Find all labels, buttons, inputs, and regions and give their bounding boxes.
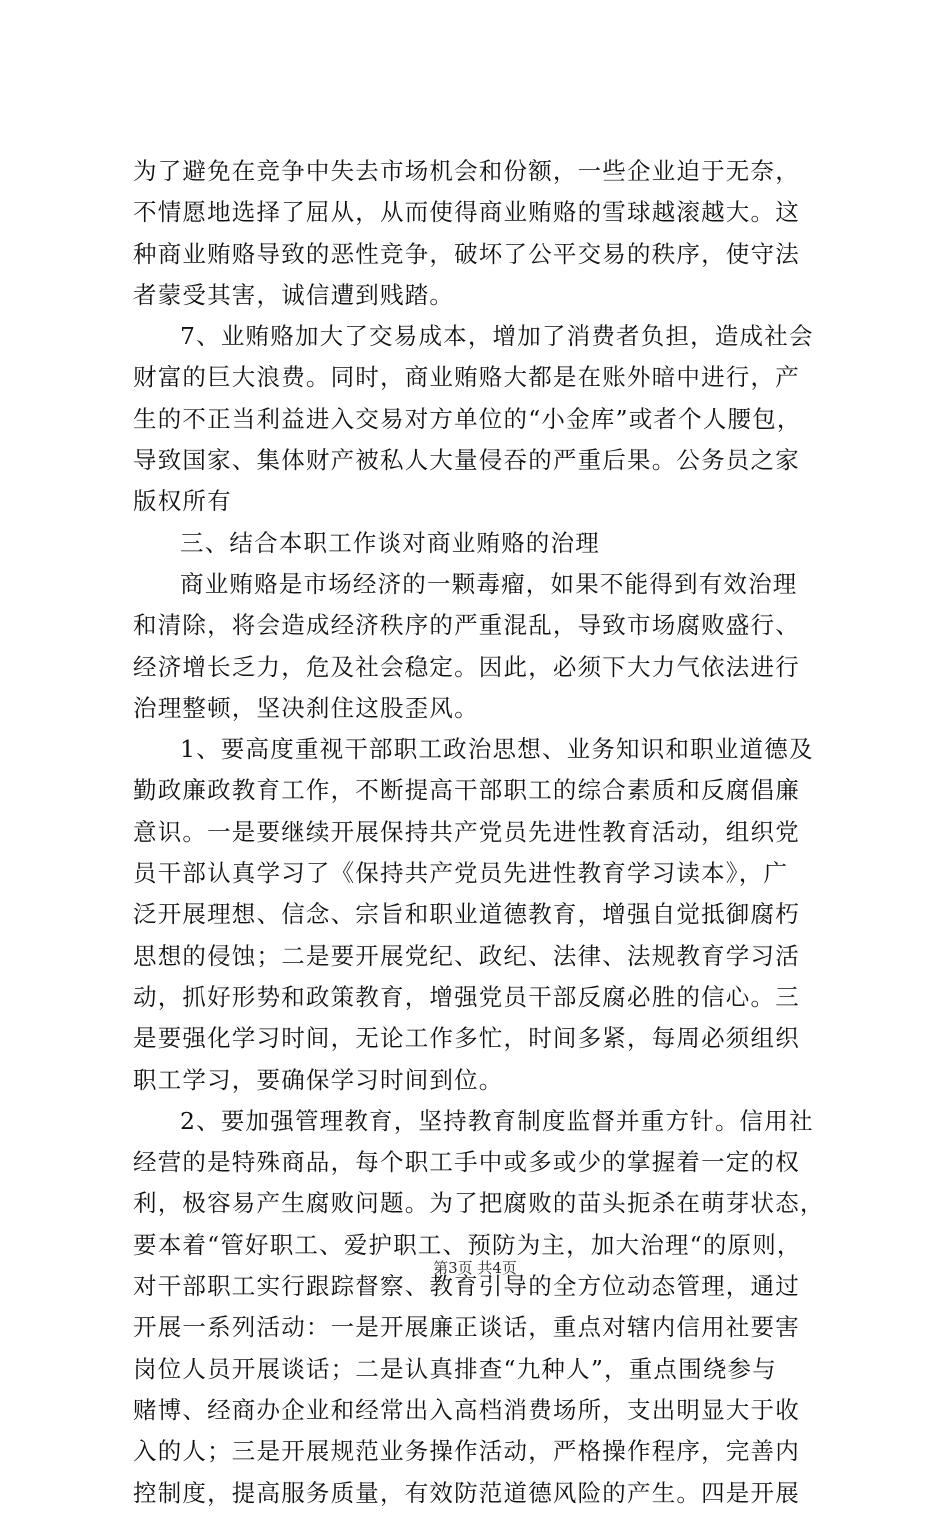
text-line: 思想的侵蚀；二是要开展党纪、政纪、法律、法规教育学习活 <box>133 941 800 970</box>
paragraph-start-line: 7、业贿赂加大了交易成本，增加了消费者负担，造成社会 <box>180 322 814 351</box>
text-line: 不情愿地选择了屈从，从而使得商业贿赂的雪球越滚越大。这 <box>133 198 800 227</box>
text-line: 赌博、经商办企业和经常出入高档消费场所，支出明显大于收 <box>133 1395 800 1424</box>
text-line: 版权所有 <box>133 487 232 516</box>
text-line: 泛开展理想、信念、宗旨和职业道德教育，增强自觉抵御腐朽 <box>133 900 800 929</box>
text-line: 岗位人员开展谈话；二是认真排查“九种人”，重点围绕参与 <box>133 1354 777 1383</box>
text-line: 控制度，提高服务质量，有效防范道德风险的产生。四是开展 <box>133 1478 800 1507</box>
section-heading: 三、结合本职工作谈对商业贿赂的治理 <box>180 528 600 557</box>
text-line: 职工学习，要确保学习时间到位。 <box>133 1065 504 1094</box>
text-line: 对干部职工实行跟踪督察、教育引导的全方位动态管理，通过 <box>133 1272 800 1301</box>
text-line: 经营的是特殊商品，每个职工手中或多或少的掌握着一定的权 <box>133 1148 800 1177</box>
text-line: 要本着“管好职工、爱护职工、预防为主，加大治理“的原则， <box>133 1230 802 1259</box>
text-line: 动，抓好形势和政策教育，增强党员干部反腐必胜的信心。三 <box>133 982 800 1011</box>
text-line: 开展一系列活动：一是开展廉正谈话，重点对辖内信用社要害 <box>133 1313 800 1342</box>
text-line: 经济增长乏力，危及社会稳定。因此，必须下大力气依法进行 <box>133 652 800 681</box>
text-line: 者蒙受其害，诚信遭到贱踏。 <box>133 280 455 309</box>
text-line: 种商业贿赂导致的恶性竞争，破坏了公平交易的秩序，使守法 <box>133 239 800 268</box>
page-number-footer: 第3页 共4页 <box>433 1259 517 1277</box>
text-line: 入的人；三是开展规范业务操作活动，严格操作程序，完善内 <box>133 1437 800 1466</box>
text-line: 为了避免在竞争中失去市场机会和份额，一些企业迫于无奈， <box>133 157 800 185</box>
text-line: 和清除，将会造成经济秩序的严重混乱，导致市场腐败盛行、 <box>133 611 800 640</box>
text-line: 是要强化学习时间，无论工作多忙，时间多紧，每周必须组织 <box>133 1024 800 1053</box>
text-line: 治理整顿，坚决刹住这股歪风。 <box>133 693 479 722</box>
text-line: 导致国家、集体财产被私人大量侵吞的严重后果。公务员之家 <box>133 446 800 475</box>
paragraph-start-line: 1、要高度重视干部职工政治思想、业务知识和职业道德及 <box>180 735 814 764</box>
document-body <box>133 151 833 1514</box>
text-line: 勤政廉政教育工作，不断提高干部职工的综合素质和反腐倡廉 <box>133 776 800 805</box>
text-line: 财富的巨大浪费。同时，商业贿赂大都是在账外暗中进行，产 <box>133 363 800 392</box>
paragraph-start-line: 商业贿赂是市场经济的一颗毒瘤，如果不能得到有效治理 <box>180 569 798 598</box>
text-line: 利，极容易产生腐败问题。为了把腐败的苗头扼杀在萌芽状态， <box>133 1189 825 1218</box>
paragraph-start-line: 2、要加强管理教育，坚持教育制度监督并重方针。信用社 <box>180 1106 814 1135</box>
text-line: 意识。一是要继续开展保持共产党员先进性教育活动，组织党 <box>133 817 800 846</box>
text-line: 生的不正当利益进入交易对方单位的“小金库”或者个人腰包， <box>133 404 802 433</box>
text-line: 员干部认真学习了《保持共产党员先进性教育学习读本》，广 <box>133 859 789 888</box>
